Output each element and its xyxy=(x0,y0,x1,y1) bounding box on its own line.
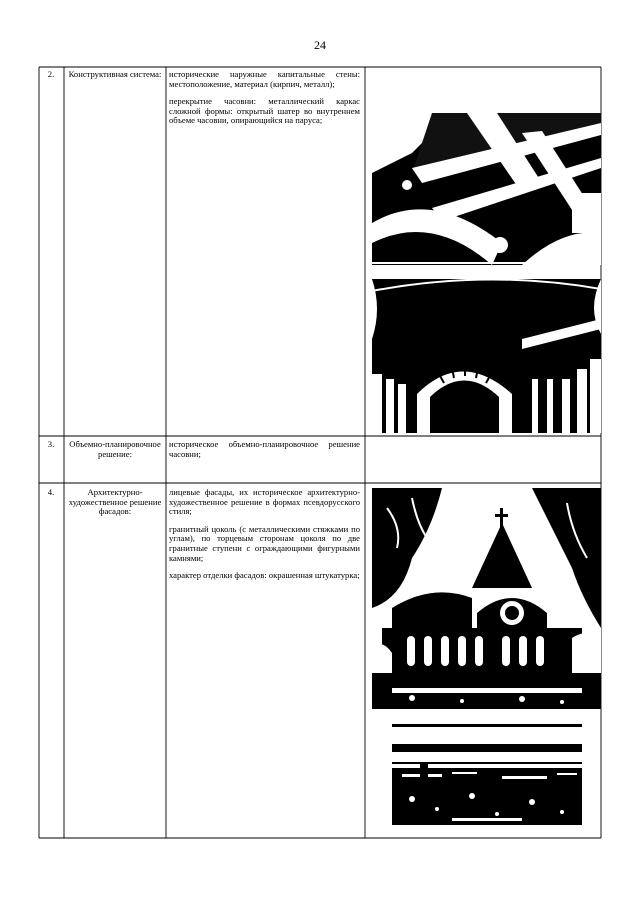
chapel-facade-photo xyxy=(372,488,601,709)
granite-plinth-photo xyxy=(392,724,582,825)
row-4-name: Архитектурно-художественное решение фасадов: xyxy=(68,487,162,517)
row-2-number: 2. xyxy=(47,69,55,79)
row-3-description xyxy=(169,440,360,467)
row-4-number: 4. xyxy=(47,487,55,497)
row-2-description xyxy=(169,70,360,134)
row-4-paragraph-3: характер отделки фасадов: окрашенная штукатурка; xyxy=(169,570,360,581)
tent-interior-photo xyxy=(372,279,601,433)
page-number: 24 xyxy=(314,38,326,52)
roof-frame-photo xyxy=(372,113,601,265)
row-4-paragraph-2: гранитный цоколь (с металлическими стяжками по углам), по торцевым сторонам цоколя по две гранитные ступени с ограждающими фигурными камнями; xyxy=(169,523,360,563)
row-4-description xyxy=(169,488,360,589)
row-3-paragraph-1: историческое объемно-планировочное решение часовни; xyxy=(169,439,360,459)
row-3-name: Объемно-планировочное решение: xyxy=(69,439,161,459)
row-2-name: Конструктивная система: xyxy=(68,69,162,79)
row-2-paragraph-1: исторические наружные капитальные стены: местоположение, материал (кирпич, металл); xyxy=(169,69,360,89)
row-2-paragraph-2: перекрытие часовни: металлический каркас сложной формы: открытый шатер во внутреннем объеме часовни, опирающийся на паруса; xyxy=(169,96,360,126)
row-3-number: 3. xyxy=(47,439,55,449)
row-4-paragraph-1: лицевые фасады, их историческое архитектурно-художественное решение в формах псевдорусского стиля; xyxy=(169,487,360,517)
